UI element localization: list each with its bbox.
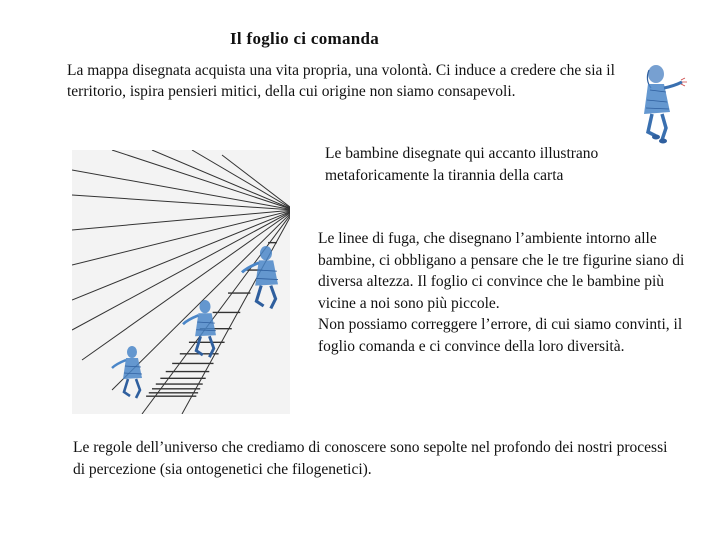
- caption-vanishing-lines-text: Le linee di fuga, che disegnano l’ambiente intorno alle bambine, ci obbligano a pensare che le tre figurine siano di diversa altezza. Il foglio ci convince che le bambine più vicine a noi sono più piccole.: [318, 230, 685, 312]
- intro-text: La mappa disegnata acquista una vita propria, una volontà. Ci induce a credere che sia il territorio, ispira pensieri mitici, della cui origine non siamo consapevoli.: [67, 62, 615, 100]
- caption-children: [325, 143, 615, 186]
- caption-children-text: Le bambine disegnate qui accanto illustrano metaforicamente la tirannia della carta: [325, 145, 599, 184]
- running-girl-figurine-image: [636, 62, 688, 144]
- footer-text: Le regole dell’universo che crediamo di conoscere sono sepolte nel profondo dei nostri processi di percezione (sia ontogenetici che filogenetici).: [73, 439, 668, 478]
- perspective-drawing-image: [72, 150, 290, 414]
- footer-paragraph: [73, 437, 673, 481]
- caption-vanishing-lines: [318, 228, 693, 357]
- intro-paragraph: [67, 60, 637, 102]
- caption-error-text: Non possiamo correggere l’errore, di cui siamo convinti, il foglio comanda e ci convince della loro diversità.: [318, 316, 683, 355]
- page-title: Il foglio ci comanda: [230, 29, 380, 48]
